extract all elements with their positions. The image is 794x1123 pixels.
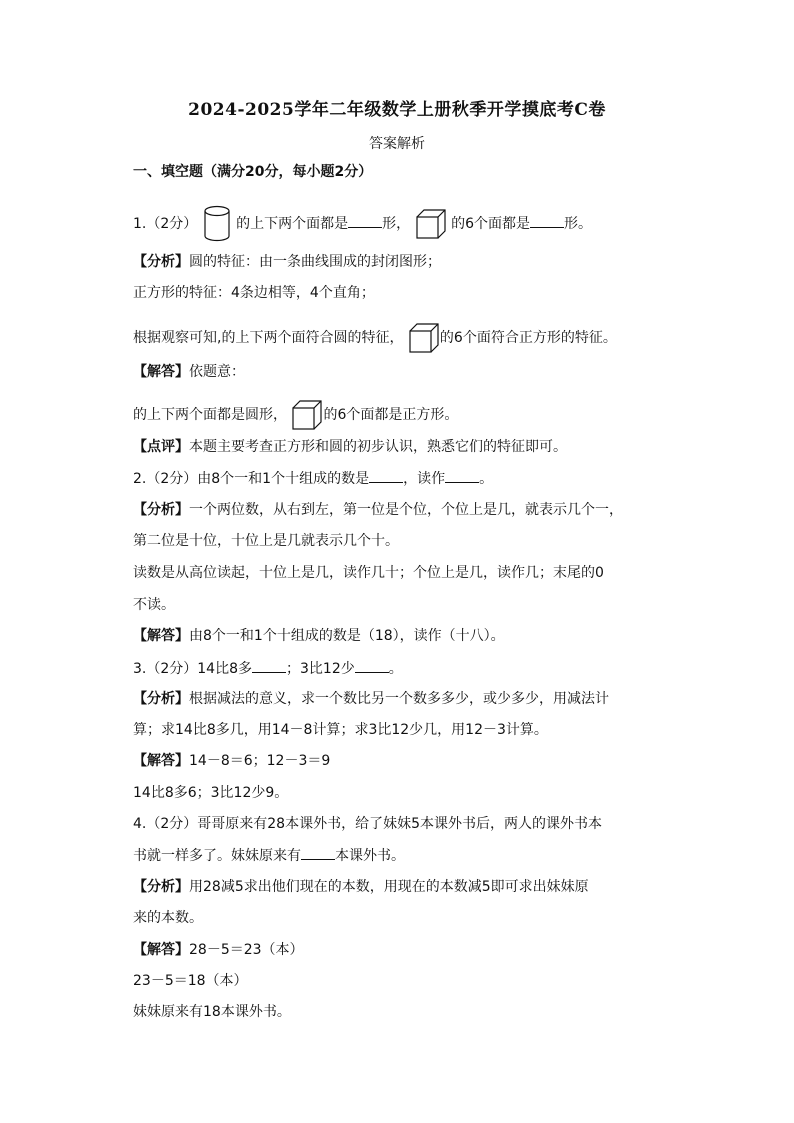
analysis-line: 【分析】一个两位数，从右到左，第一位是个位，个位上是几，就表示几个一，: [133, 502, 623, 518]
answer-line: 【解答】依题意：: [133, 364, 245, 380]
question-3: 3.（2分）14比8多 ；3比12少 。: [133, 658, 403, 679]
analysis-line: 【分析】圆的特征：由一条曲线围成的封闭图形；: [133, 254, 441, 270]
question-1: 1.（2分） 的上下两个面都是 形， 的6个面都是 形。: [133, 205, 592, 243]
answer-blank: [530, 213, 564, 228]
answer-line: 14比8多6；3比12少9。: [133, 785, 289, 801]
cube-icon: [415, 208, 447, 240]
question-4: 4.（2分）哥哥原来有28本课外书，给了妹妹5本课外书后，两人的课外书本: [133, 816, 602, 832]
section-heading: 一、填空题（满分20分，每小题2分）: [133, 164, 373, 180]
analysis-line: 【分析】用28减5求出他们现在的本数，用现在的本数减5即可求出妹妹原: [133, 879, 589, 895]
answer-line: 【解答】28－5＝23（本）: [133, 942, 304, 958]
answer-line: 的上下两个面都是圆形， 的6个面都是正方形。: [133, 399, 458, 431]
analysis-line: 不读。: [133, 597, 175, 613]
answer-blank: [369, 468, 403, 483]
question-number: 1.（2分）: [133, 216, 198, 232]
analysis-line: 读数是从高位读起，十位上是几，读作几十；个位上是几，读作几；末尾的0: [133, 565, 604, 581]
page-title: 2024-2025学年二年级数学上册秋季开学摸底考C卷: [188, 100, 606, 120]
analysis-line: 【分析】根据减法的意义，求一个数比另一个数多多少，或少多少，用减法计: [133, 691, 609, 707]
analysis-line: 算；求14比8多几，用14－8计算；求3比12少几，用12－3计算。: [133, 722, 548, 738]
cube-icon: [291, 399, 323, 431]
answer-blank: [252, 658, 286, 673]
analysis-line: 来的本数。: [133, 910, 203, 926]
answer-blank: [355, 658, 389, 673]
answer-line: 【解答】由8个一和1个十组成的数是（18），读作（十八）。: [133, 628, 505, 644]
answer-line: 23－5＝18（本）: [133, 973, 248, 989]
question-4-cont: 书就一样多了。妹妹原来有 本课外书。: [133, 845, 405, 866]
analysis-line: 根据观察可知,的上下两个面符合圆的特征， 的6个面符合正方形的特征。: [133, 322, 617, 354]
analysis-line: 第二位是十位，十位上是几就表示几个十。: [133, 533, 399, 549]
answer-line: 妹妹原来有18本课外书。: [133, 1004, 291, 1020]
analysis-line: 正方形的特征：4条边相等，4个直角；: [133, 285, 375, 301]
answer-blank: [445, 468, 479, 483]
answer-blank: [348, 213, 382, 228]
cylinder-icon: [202, 205, 232, 243]
cube-icon: [408, 322, 440, 354]
comment-line: 【点评】本题主要考查正方形和圆的初步认识，熟悉它们的特征即可。: [133, 439, 567, 455]
answer-blank: [301, 845, 335, 860]
question-2: 2.（2分）由8个一和1个十组成的数是 ，读作 。: [133, 468, 493, 489]
page-subtitle: 答案解析: [369, 136, 425, 152]
answer-line: 【解答】14－8＝6；12－3＝9: [133, 753, 331, 769]
